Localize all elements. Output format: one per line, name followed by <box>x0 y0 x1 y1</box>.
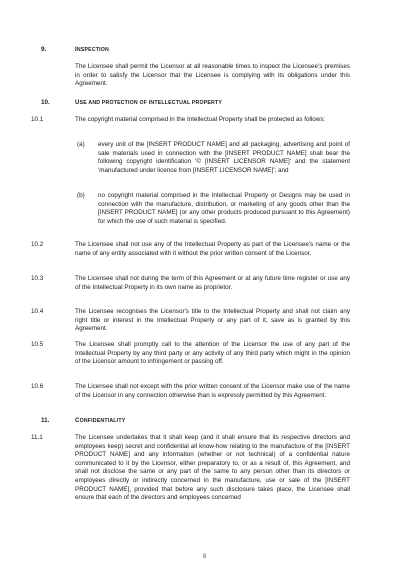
clause-10-3 <box>31 275 350 292</box>
clause-10-1 <box>31 116 350 125</box>
page-number: 8 <box>202 554 207 560</box>
clause-number: 10.3 <box>31 275 44 282</box>
clause-text: The Licensee shall promptly call to the attention of the Licensor the use of any part of the Intellectual Property by any third party or any activity of any third party which might in the opinion of the Licensor amount to infringement or passing off. <box>75 341 350 366</box>
section-9-body: The Licensee shall permit the Licensor at all reasonable times to inspect the Licensee's premises in order to satisfy the Licensor that the Licensee is complying with its obligations under this Agreement. <box>75 63 350 88</box>
section-heading: CONFIDENTIALITY <box>75 417 126 424</box>
subclause-text: every unit of the [INSERT PRODUCT NAME] and all packaging, advertising and point of sale materials used in connection with the [INSERT PRODUCT NAME] shall bear the following copyright identification '© [INSERT LICENSOR NAME]' and the statement 'manufactured under licence from [INSERT LICENSOR NAME]'; and <box>98 141 350 174</box>
clause-10-1-a <box>77 141 350 175</box>
section-heading: USE AND PROTECTION OF INTELLECTUAL PROPERTY <box>75 99 223 106</box>
clause-11-1 <box>31 434 350 503</box>
section-heading: INSPECTION <box>75 46 109 53</box>
clause-number: 10.4 <box>31 308 44 315</box>
clause-text: The Licensee shall not during the term of this Agreement or at any future time register or use any of the Intellectual Property in its own name as proprietor. <box>75 275 350 291</box>
clause-10-6 <box>31 383 350 400</box>
clause-10-2 <box>31 241 350 258</box>
clause-text: The Licensee shall not except with the prior written consent of the Licensor make use of the name of the Licensor in any connection otherwise than is expressly permitted by this Agreement. <box>75 383 350 399</box>
section-number: 9. <box>41 46 47 53</box>
section-10 <box>41 99 350 108</box>
clause-number: 11.1 <box>31 434 43 441</box>
clause-10-1-b <box>77 192 350 226</box>
subclause-text: no copyright material comprised in the Intellectual Property or Designs may be used in connection with the manufacture, distribution, or marketing of any goods other than the [INSERT PRODUCT NAME] (or any other products produced pursuant to this Agreement) for which the use of such material is specified. <box>98 192 350 225</box>
subclause-label: (a) <box>77 141 85 148</box>
clause-10-5 <box>31 341 350 367</box>
clause-text: The Licensee recognises the Licensor's title to the Intellectual Property and shall not claim any right title or interest in the Intellectual Property or any part of it, save as is granted by this Agreement. <box>75 308 350 333</box>
subclause-label: (b) <box>77 192 85 199</box>
clause-10-4 <box>31 308 350 334</box>
section-11 <box>41 417 350 426</box>
clause-number: 10.5 <box>31 341 44 348</box>
section-9 <box>41 46 350 55</box>
section-number: 10. <box>41 99 50 106</box>
clause-number: 10.1 <box>31 116 44 123</box>
clause-text: The Licensee undertakes that it shall keep (and it shall ensure that its respective directors and employees keep) secret and confidential all know-how relating to the manufacture of the [INSERT PRODUCT NAME] and any information (whether or not technical) of a confidential nature communicated to it by the Licensor, either preparatory to, or as a result of, this Agreement, and shall not disclose the same or any part of the same to any person other than its directors or employees directly or indirectly concerned in the manufacture, use or sale of the [INSERT PRODUCT NAME], provided that before any such disclosure takes place, the Licensee shall ensure that each of the directors and employees concerned <box>75 434 350 502</box>
clause-number: 10.6 <box>31 383 44 390</box>
clause-text: The copyright material comprised in the Intellectual Property shall be protected as follows: <box>75 116 326 123</box>
clause-text: The Licensee shall not use any of the Intellectual Property as part of the Licensee's name or the name of any entity associated with it without the prior written consent of the Licensor. <box>75 241 350 257</box>
clause-number: 10.2 <box>31 241 44 248</box>
section-number: 11. <box>41 417 50 424</box>
